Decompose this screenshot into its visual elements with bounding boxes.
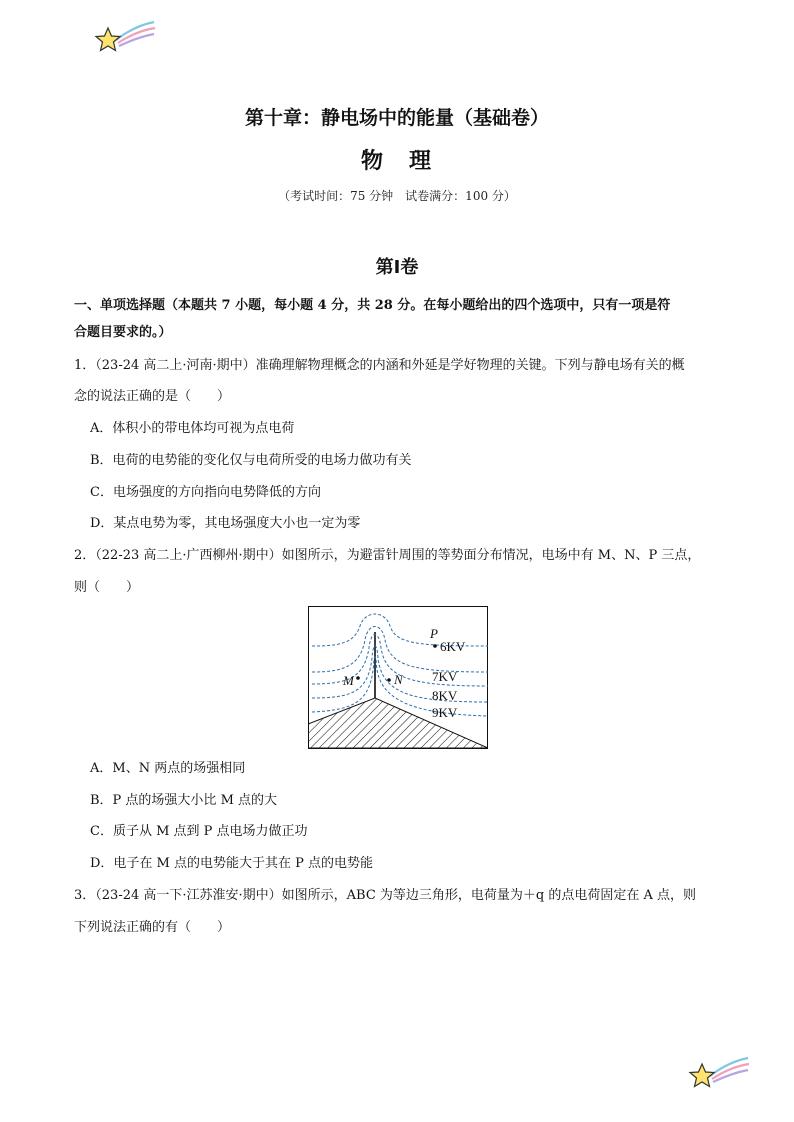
point-p-dot xyxy=(433,644,437,648)
volume-title: 第Ⅰ卷 xyxy=(375,257,419,278)
point-n-dot xyxy=(387,678,391,682)
question-1-stem-line1: 1．（23-24 高二上·河南·期中）准确理解物理概念的内涵和外延是学好物理的关键。下列与静电场有关的概 xyxy=(74,358,685,373)
point-m-label: M xyxy=(343,673,354,688)
question-1-option-b: B．电荷的电势能的变化仅与电荷所受的电场力做功有关 xyxy=(90,453,412,468)
question-2-option-c: C．质子从 M 点到 P 点电场力做正功 xyxy=(90,824,308,839)
page-title: 第十章：静电场中的能量（基础卷） xyxy=(244,107,549,129)
point-p-label: P xyxy=(430,626,438,641)
star-decoration-icon xyxy=(92,18,158,58)
question-1-option-a: A．体积小的带电体均可视为点电荷 xyxy=(90,421,295,436)
label-7kv: 7KV xyxy=(432,669,458,684)
question-1-stem-line2: 念的说法正确的是（ ） xyxy=(74,389,231,404)
subject-title: 物 理 xyxy=(360,149,433,174)
section-heading-line1: 一、单项选择题（本题共 7 小题，每小题 4 分，共 28 分。在每小题给出的四个选项中，只有一项是符 xyxy=(74,298,671,313)
label-8kv: 8KV xyxy=(432,688,458,703)
star-decoration-icon xyxy=(686,1054,752,1094)
question-3-stem-line2: 下列说法正确的有（ ） xyxy=(74,920,231,935)
question-2-stem-line1: 2．（22-23 高二上·广西柳州·期中）如图所示，为避雷针周围的等势面分布情况，电场中有 M、N、P 三点， xyxy=(74,548,701,563)
question-2-option-a: A．M、N 两点的场强相同 xyxy=(90,761,246,776)
question-2-option-d: D．电子在 M 点的电势能大于其在 P 点的电势能 xyxy=(90,856,374,871)
point-n-label: N xyxy=(394,672,403,687)
label-9kv: 9KV xyxy=(432,705,458,720)
question-1-option-d: D．某点电势为零，其电场强度大小也一定为零 xyxy=(90,516,361,531)
question-3-stem-line1: 3．（23-24 高一下·江苏淮安·期中）如图所示，ABC 为等边三角形，电荷量为＋q 的点电荷固定在 A 点，则 xyxy=(74,888,697,903)
question-2-stem-line2: 则（ ） xyxy=(74,580,140,595)
section-heading-line2: 合题目要求的。） xyxy=(74,325,172,340)
question-2-option-b: B．P 点的场强大小比 M 点的大 xyxy=(90,793,278,808)
label-6kv: 6KV xyxy=(440,639,466,654)
question-1-option-c: C．电场强度的方向指向电势降低的方向 xyxy=(90,485,321,500)
equipotential-diagram xyxy=(308,606,488,749)
exam-info: （考试时间：75 分钟 试卷满分：100 分） xyxy=(278,189,516,203)
point-m-dot xyxy=(356,676,360,680)
